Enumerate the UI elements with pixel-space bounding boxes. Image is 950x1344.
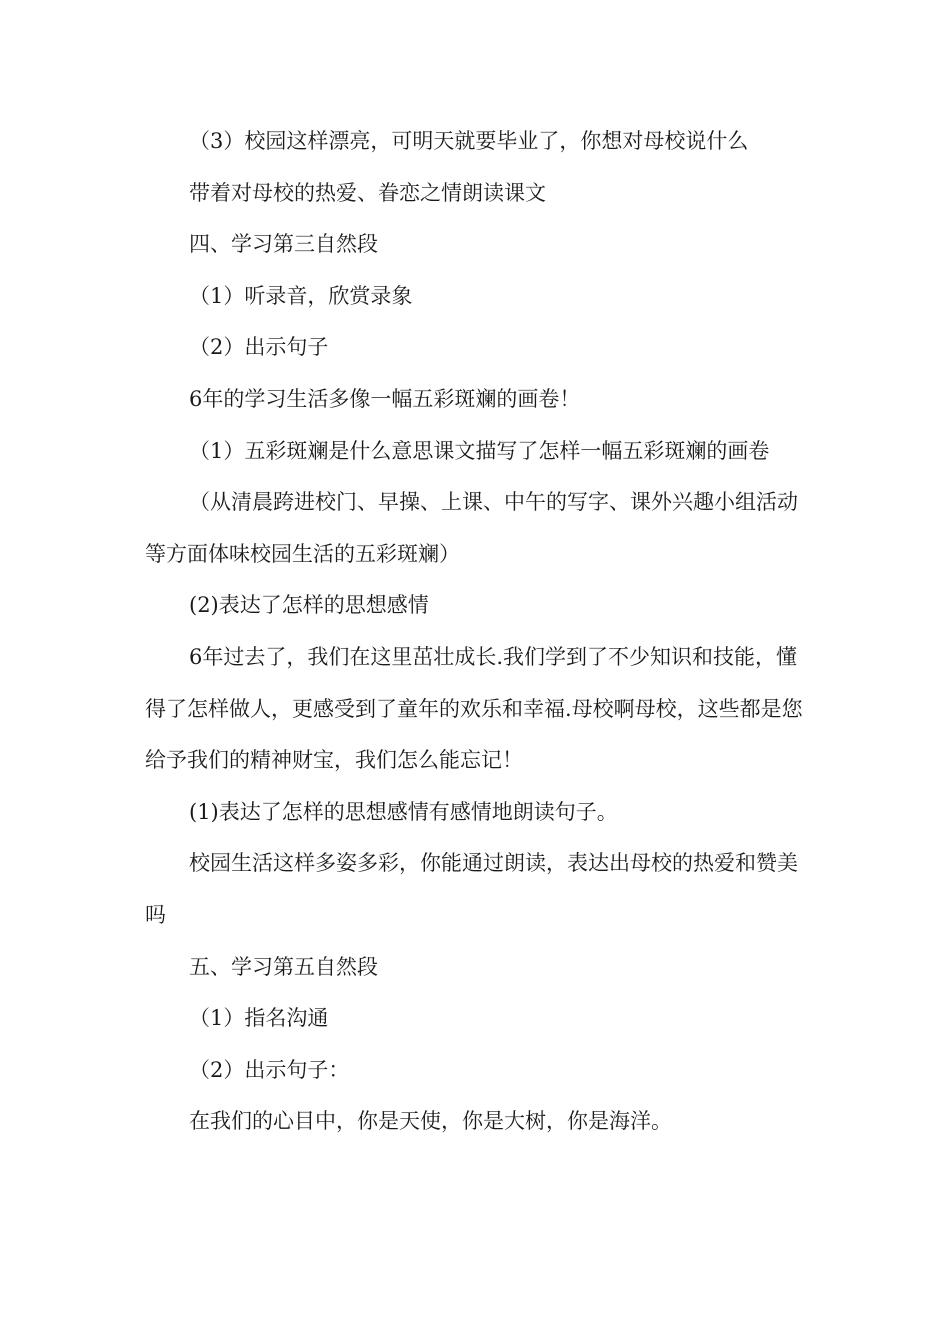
quoted-sentence-3: 在我们的心目中，你是天使，你是大树，你是海洋。: [189, 1109, 672, 1134]
paragraph-1: （3）校园这样漂亮，可明天就要毕业了，你想对母校说什么: [189, 129, 749, 153]
paragraph-10: （1）指名沟通: [189, 1006, 329, 1031]
section-heading-4: 四、学习第三自然段: [189, 232, 378, 257]
paragraph-8: (1)表达了怎样的思想感情有感情地朗读句子。: [189, 799, 618, 824]
paragraph-11: （2）出示句子：: [189, 1057, 350, 1082]
paragraph-4: （2）出示句子: [189, 335, 329, 360]
quoted-sentence-1: 6年的学习生活多像一幅五彩斑斓的画卷！: [189, 386, 581, 411]
quoted-sentence-2: 6年过去了，我们在这里茁壮成长.我们学到了不少知识和技能，懂得了怎样做人，更感受到了童年的欢乐和幸福.母校啊母校，这些都是您给予我们的精神财宝，我们怎么能忘记！: [145, 644, 803, 773]
paragraph-6: （从清晨跨进校门、早操、上课、中午的写字、课外兴趣小组活动等方面体味校园生活的五彩斑斓）: [145, 490, 798, 566]
paragraph-2: 带着对母校的热爱、眷恋之情朗读课文: [189, 180, 546, 205]
paragraph-3: （1）听录音，欣赏录象: [189, 283, 413, 308]
paragraph-7: (2)表达了怎样的思想感情: [189, 593, 429, 618]
document-body: [145, 116, 810, 1148]
section-heading-5: 五、学习第五自然段: [189, 954, 378, 979]
paragraph-5: （1）五彩斑斓是什么意思课文描写了怎样一幅五彩斑斓的画卷: [189, 438, 770, 463]
paragraph-9: 校园生活这样多姿多彩，你能通过朗读，表达出母校的热爱和赞美吗: [145, 851, 798, 927]
